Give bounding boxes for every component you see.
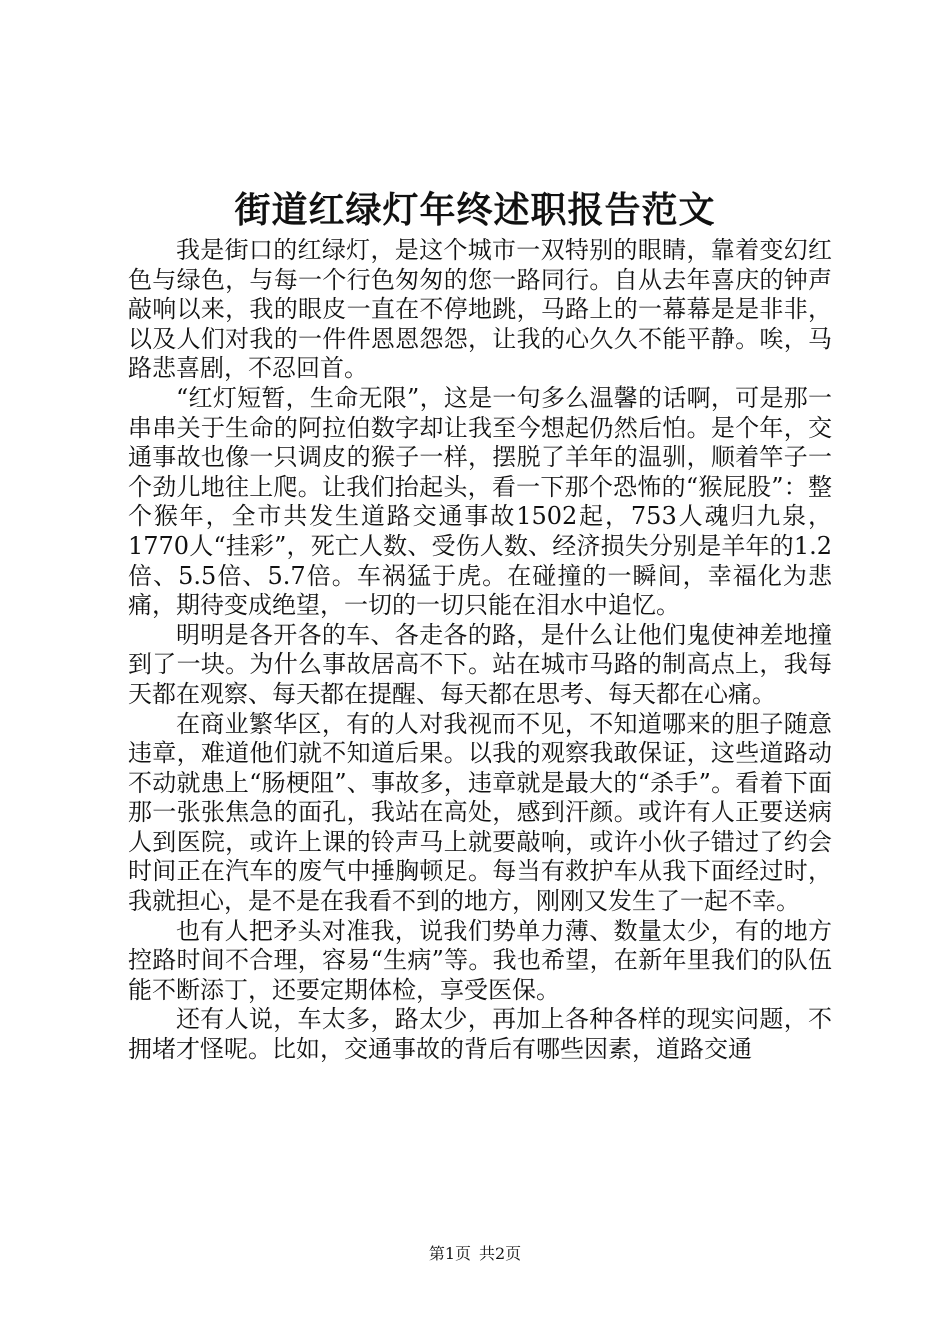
page-total: 共2页 [479, 1244, 522, 1263]
paragraph-4: 在商业繁华区，有的人对我视而不见，不知道哪来的胆子随意违章，难道他们就不知道后果。以我的观察我敢保证，这些道路动不动就患上“肠梗阻”、事故多，违章就是最大的“杀手”。看着下面那一张张焦急的面孔，我站在高处，感到汗颜。或许有人正要送病人到医院，或许上课的铃声马上就要敲响，或许小伙子错过了约会时间正在汽车的废气中捶胸顿足。每当有救护车从我下面经过时，我就担心，是不是在我看不到的地方，刚刚又发生了一起不幸。 [128, 709, 832, 916]
page-footer [0, 1243, 950, 1265]
paragraph-3: 明明是各开各的车、各走各的路，是什么让他们鬼使神差地撞到了一块。为什么事故居高不下。站在城市马路的制高点上，我每天都在观察、每天都在提醒、每天都在思考、每天都在心痛。 [128, 620, 832, 708]
paragraph-2: “红灯短暂，生命无限”，这是一句多么温馨的话啊，可是那一串串关于生命的阿拉伯数字却让我至今想起仍然后怕。是个年，交通事故也像一只调皮的猴子一样，摆脱了羊年的温驯，顺着竿子一个劲儿地往上爬。让我们抬起头，看一下那个恐怖的“猴屁股”：整个猴年，全市共发生道路交通事故1502起，753人魂归九泉，1770人“挂彩”，死亡人数、受伤人数、经济损失分别是羊年的1.2倍、5.5倍、5.7倍。车祸猛于虎。在碰撞的一瞬间，幸福化为悲痛，期待变成绝望，一切的一切只能在泪水中追忆。 [128, 383, 832, 620]
document-body [128, 236, 832, 1065]
paragraph-5: 也有人把矛头对准我，说我们势单力薄、数量太少，有的地方控路时间不合理，容易“生病”等。我也希望，在新年里我们的队伍能不断添丁，还要定期体检，享受医保。 [128, 916, 832, 1004]
page-number: 第1页 [428, 1244, 471, 1263]
paragraph-1: 我是街口的红绿灯，是这个城市一双特别的眼睛，靠着变幻红色与绿色，与每一个行色匆匆的您一路同行。自从去年喜庆的钟声敲响以来，我的眼皮一直在不停地跳，马路上的一幕幕是是非非，以及人们对我的一件件恩恩怨怨，让我的心久久不能平静。唉，马路悲喜剧，不忍回首。 [128, 236, 832, 383]
document-title: 街道红绿灯年终述职报告范文 [234, 189, 716, 231]
paragraph-6: 还有人说，车太多，路太少，再加上各种各样的现实问题，不拥堵才怪呢。比如，交通事故的背后有哪些因素，道路交通 [128, 1005, 832, 1064]
